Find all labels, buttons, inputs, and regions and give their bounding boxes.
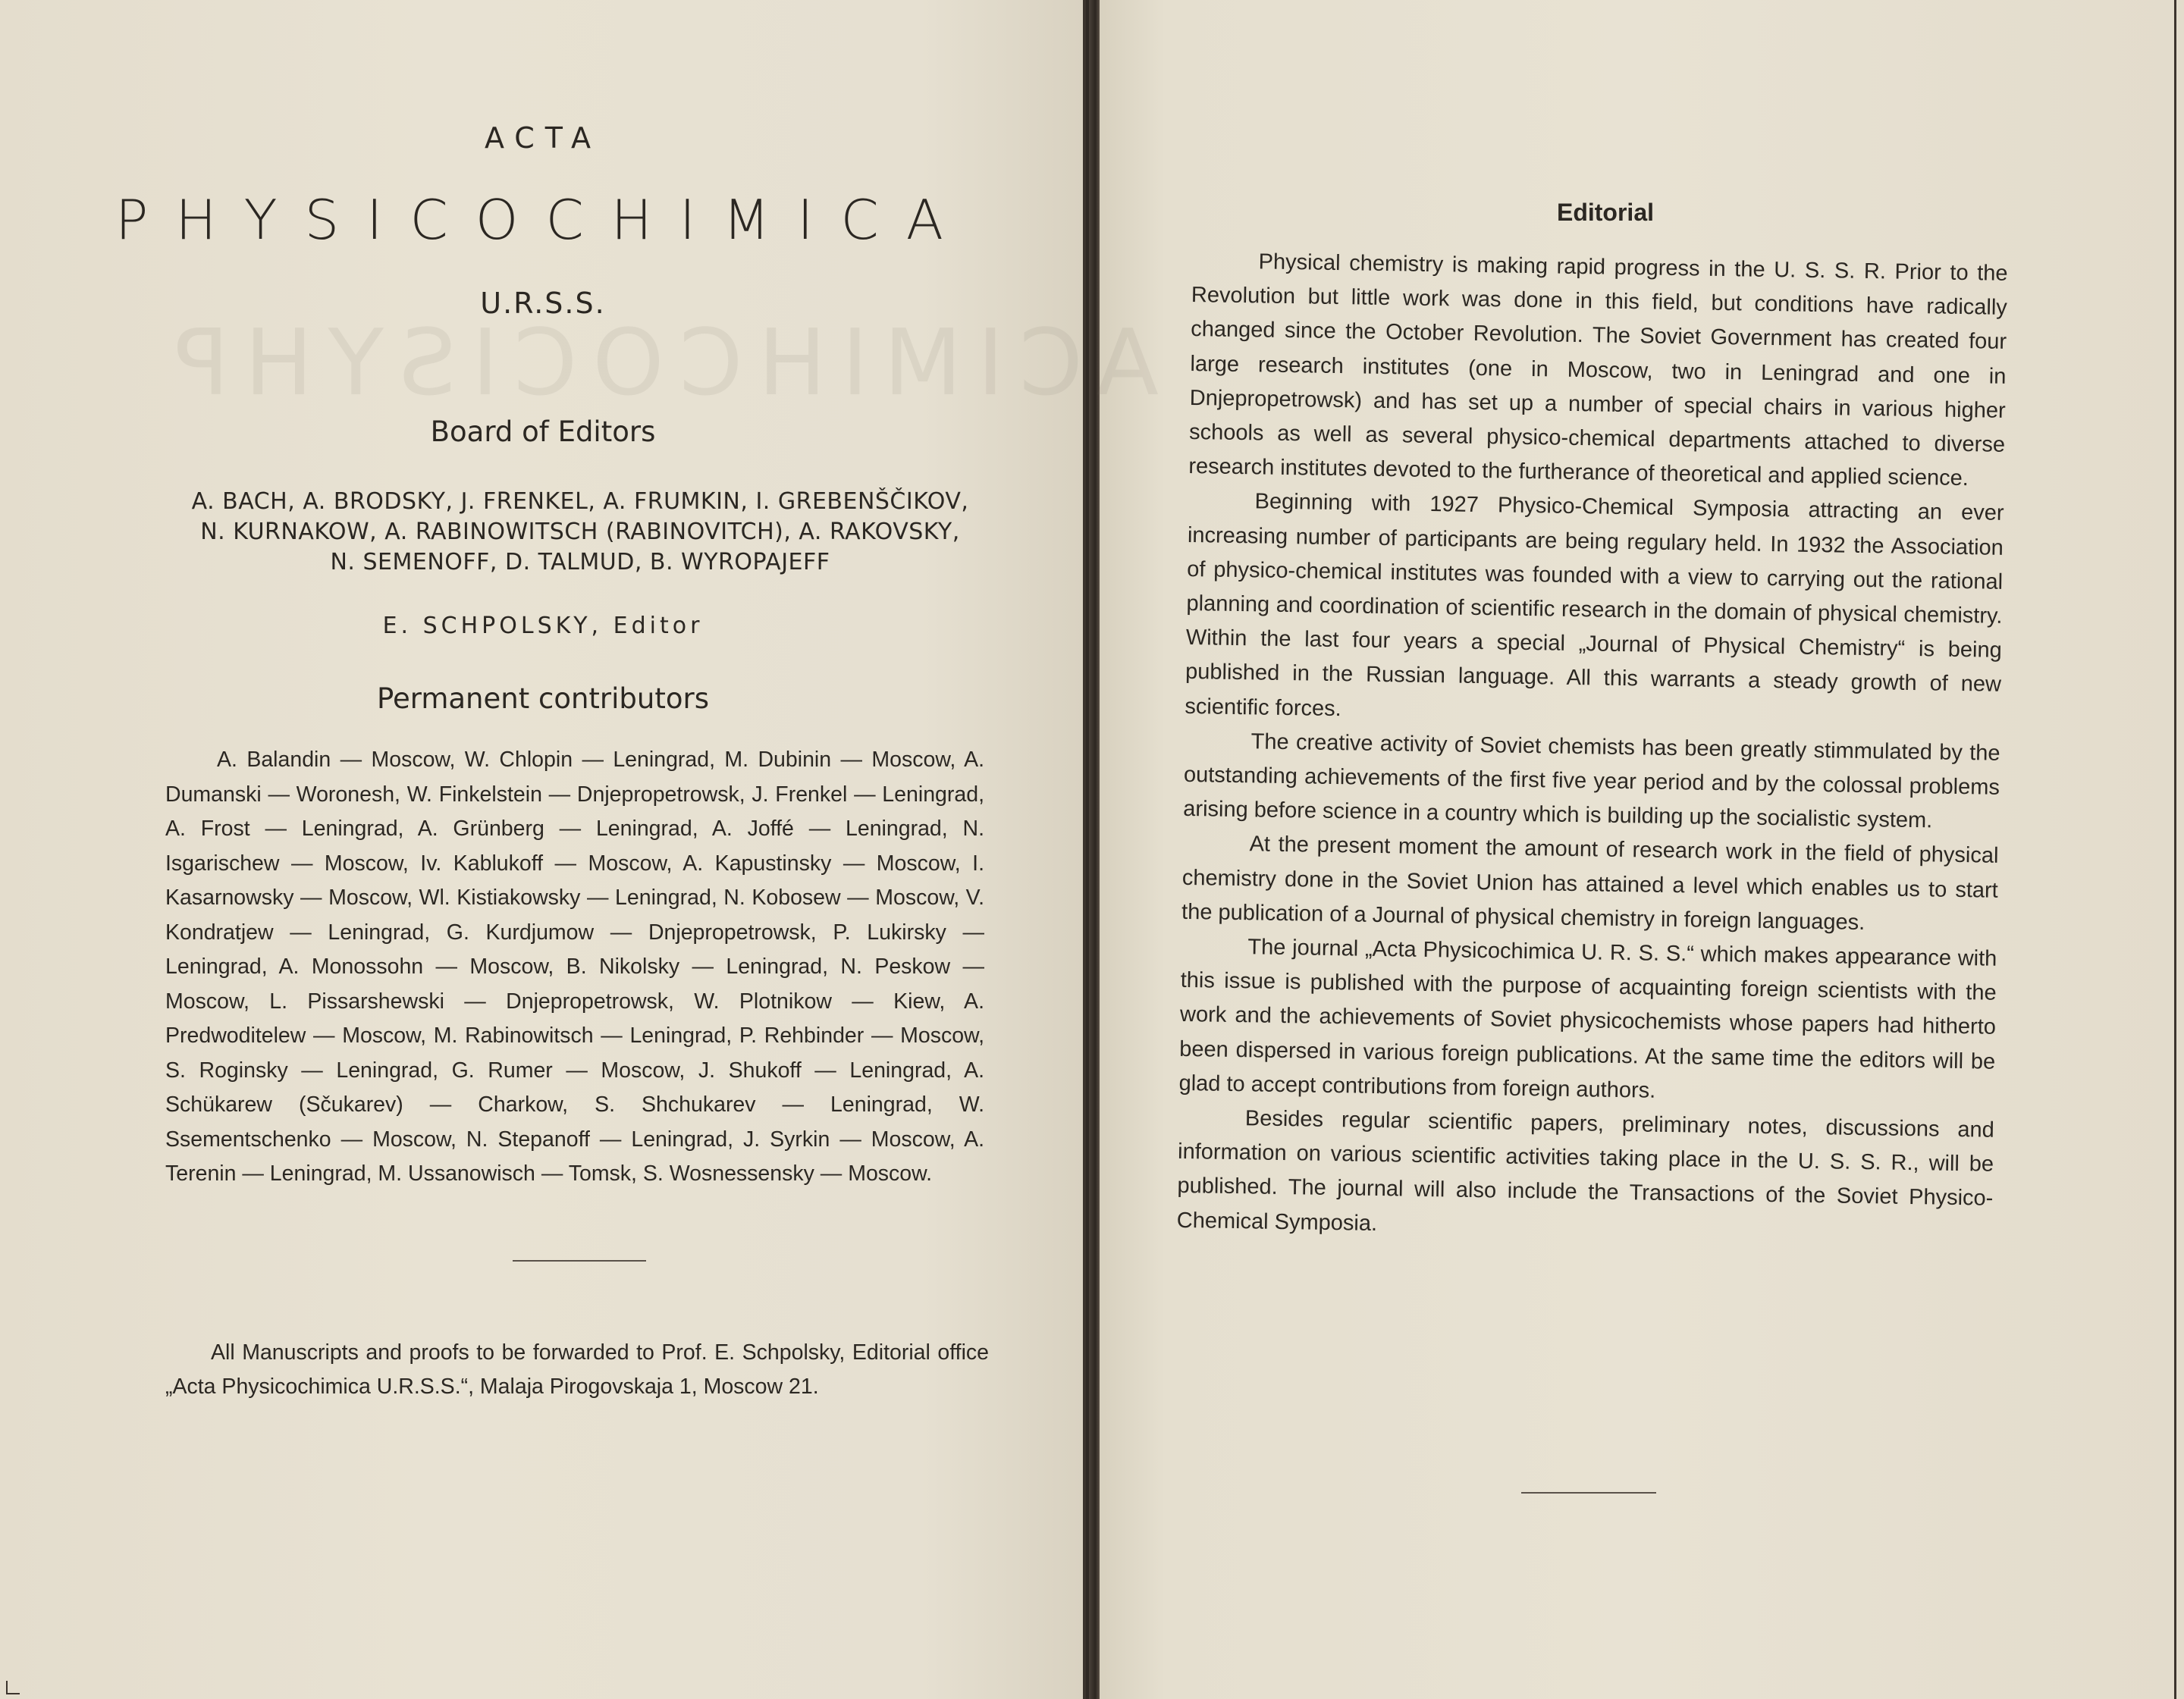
journal-country: U.R.S.S. — [480, 287, 606, 320]
manuscripts-note — [165, 1336, 989, 1404]
book-gutter — [1089, 0, 1100, 1699]
board-line: N. SEMENOFF, D. TALMUD, B. WYROPAJEFF — [330, 549, 830, 575]
permanent-contributors-list — [165, 743, 984, 1192]
board-line: N. KURNAKOW, A. RABINOWITSCH (RABINOVITCH), A. RAKOVSKY, — [200, 519, 960, 545]
editorial-paragraph: The journal „Acta Physicochimica U. R. S. S.“ which makes appearance with this issue is published with the purpose of acquainting foreign scientists with the work and the achievements of Soviet physicochemists whose papers had hitherto been dispersed in various foreign publications. At the same time the editors will be glad to accept contributions from foreign authors. — [1178, 935, 1997, 1103]
board-line: A. BACH, A. BRODSKY, J. FRENKEL, A. FRUMKIN, I. GREBENŠČIKOV, — [191, 488, 969, 515]
board-of-editors-heading: Board of Editors — [430, 415, 656, 448]
manuscripts-paragraph: All Manuscripts and proofs to be forwarded to Prof. E. Schpolsky, Editorial office „Acta Physicochimica U.R.S.S.“, Malaja Pirogovskaja 1, Moscow 21. — [165, 1340, 989, 1399]
editorial-paragraph: Physical chemistry is making rapid progress in the U. S. S. R. Prior to the Revolution but little work was done in this field, but conditions have radically changed since the October Revolution. The Soviet Government has created four large research institutes (one in Moscow, two in Leningrad and one in Dnjepropetrowsk) and has set up a number of special chairs in various higher schools as well as several physico-chemical departments attached to diverse research institutes devoted to the furtherance of theoretical and applied science. — [1188, 249, 2008, 491]
page-edge — [2174, 0, 2176, 1699]
editorial-paragraph: Besides regular scientific papers, preliminary notes, discussions and information on various scientific activities taking place in the U. S. S. R., will be published. The journal will also include the Transactions of the Soviet Physico-Chemical Symposia. — [1176, 1106, 1995, 1236]
editorial-paragraph: The creative activity of Soviet chemists has been greatly stimmulated by the outstanding achievements of the first five year period and by the colossal problems arising before science in a country which is building up the socialistic system. — [1183, 729, 2000, 833]
board-of-editors-list — [159, 487, 1001, 578]
editor-name: E. SCHPOLSKY, Editor — [382, 613, 704, 639]
divider-rule — [513, 1260, 646, 1262]
editorial-heading: Editorial — [1556, 199, 1654, 226]
crop-mark — [6, 1681, 20, 1694]
editorial-paragraph: Beginning with 1927 Physico-Chemical Symposia attracting an ever increasing number of participants are being regulary held. In 1932 the Association of physico-chemical institutes was founded with a view to carrying out the rational planning and coordination of scientific research in the domain of physical chemistry. Within the last four years a special „Journal of Physical Chemistry“ is being published in the Russian language. All this warrants a steady growth of new scientific forces. — [1185, 489, 2004, 721]
contributors-paragraph: A. Balandin — Moscow, W. Chlopin — Leningrad, M. Dubinin — Moscow, A. Dumanski — Woronesh, W. Finkelstein — Dnjepropetrowsk, J. Frenkel — Leningrad, A. Frost — Leningrad, A. Grünberg — Leningrad, A. Joffé — Leningrad, N. Isgarischew — Moscow, Iv. Kablukoff — Moscow, A. Kapustinsky — Moscow, I. Kasarnowsky — Moscow, Wl. Kistiakowsky — Leningrad, N. Kobosew — Moscow, V. Kondratjew — Leningrad, G. Kurdjumow — Dnjepropetrowsk, P. Lukirsky — Leningrad, A. Monossohn — Moscow, B. Nikolsky — Leningrad, N. Peskow — Moscow, L. Pissarshewski — Dnjepropetrowsk, W. Plotnikow — Kiew, A. Predwoditelew — Moscow, M. Rabinowitsch — Leningrad, P. Rehbinder — Moscow, S. Roginsky — Leningrad, G. Rumer — Moscow, J. Shukoff — Leningrad, A. Schükarew (Sčukarev) — Charkow, S. Shchukarev — Leningrad, W. Ssementschenko — Moscow, N. Stepanoff — Leningrad, J. Syrkin — Moscow, A. Terenin — Leningrad, M. Ussanowisch — Tomsk, S. Wosnessensky — Moscow. — [165, 748, 984, 1186]
journal-title: PHYSICOCHIMICA — [115, 188, 971, 252]
permanent-contributors-heading: Permanent contributors — [377, 682, 709, 715]
editorial-body — [1176, 244, 2007, 1251]
divider-rule — [1521, 1492, 1656, 1494]
journal-acta-label: ACTA — [484, 121, 602, 155]
editorial-paragraph: At the present moment the amount of research work in the field of physical chemistry done in the Soviet Union has attained a level which enables us to start the publication of a Journal of physical chemistry in foreign languages. — [1181, 832, 1999, 935]
